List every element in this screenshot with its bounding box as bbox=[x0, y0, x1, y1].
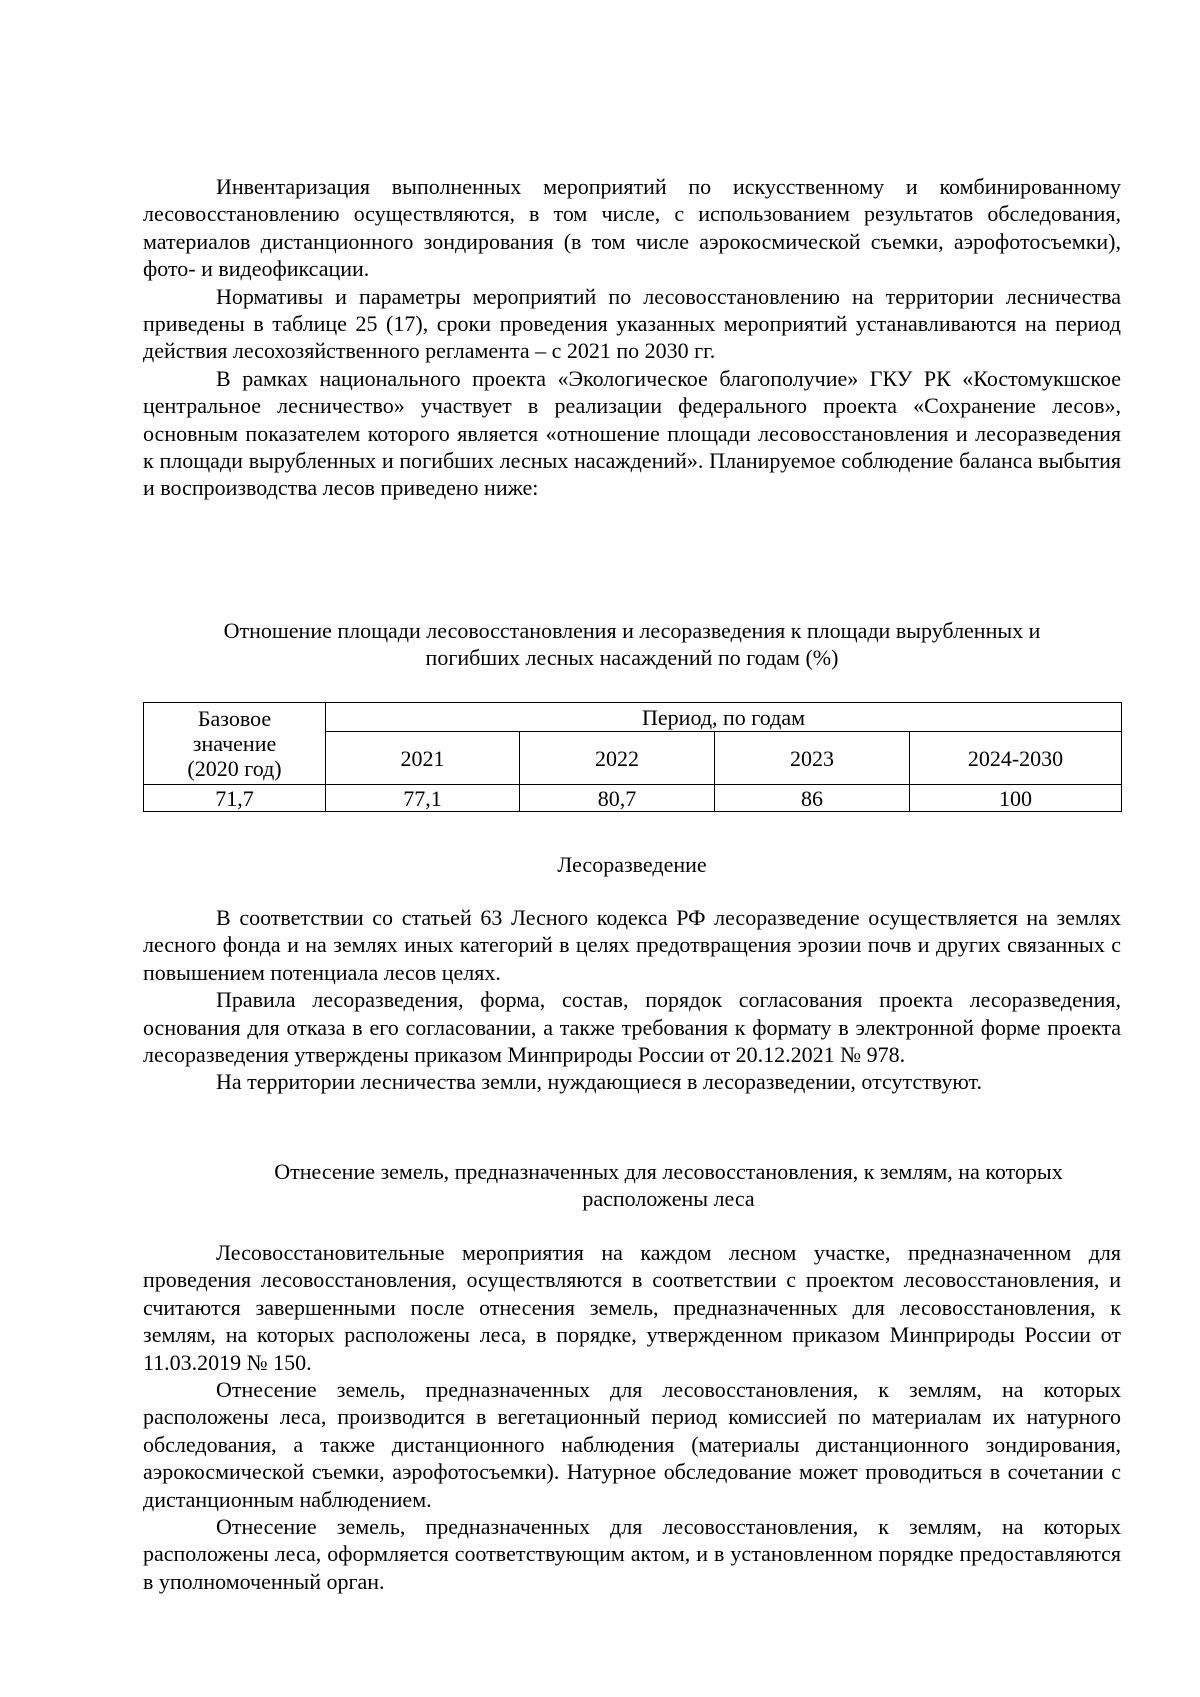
base-header-line-2: значение bbox=[192, 731, 277, 756]
intro-paragraph-3: В рамках национального проекта «Экологическое благополучие» ГКУ РК «Костомукшское центральное лесничество» участвует в реализации федерального проекта «Сохранение лесов», основным показателем которого является «отношение площади лесовосстановления и лесоразведения к площади вырубленных и погибших лесных насаждений». Планируемое соблюдение баланса выбытия и воспроизводства лесов приведено ниже: bbox=[143, 365, 1121, 501]
value-cell: 80,7 bbox=[520, 785, 715, 812]
intro-paragraph-1: Инвентаризация выполненных мероприятий по искусственному и комбинированному лесовосстановлению осуществляются, в том числе, с использованием результатов обследования, материалов дистанционного зондирования (в том числе аэрокосмической съемки, аэрофотосъемки), фото- и видеофиксации. bbox=[143, 174, 1121, 282]
base-value-header bbox=[144, 703, 326, 785]
reforestation-ratio-table bbox=[143, 702, 1122, 812]
assignment-heading-block bbox=[143, 1158, 1121, 1213]
assignment-paragraph-3: Отнесение земель, предназначенных для лесовосстановления, к землям, на которых расположены леса, оформляется соответствующим актом, и в установленном порядке предоставляются в уполномоченный орган. bbox=[143, 1514, 1121, 1594]
value-cell: 100 bbox=[910, 785, 1122, 812]
year-header: 2021 bbox=[326, 732, 520, 785]
afforestation-paragraph-2: Правила лесоразведения, форма, состав, порядок согласования проекта лесоразведения, основания для отказа в его согласовании, а также требования к формату в электронной форме проекта лесоразведения утверждены приказом Минприроды России от 20.12.2021 № 978. bbox=[143, 987, 1121, 1068]
year-header: 2023 bbox=[715, 732, 910, 785]
base-header-line-3: (2020 год) bbox=[187, 756, 282, 781]
table-caption-line-1: Отношение площади лесовосстановления и лесоразведения к площади вырубленных и bbox=[223, 618, 1041, 643]
value-cell: 77,1 bbox=[326, 785, 520, 812]
table-header-row bbox=[144, 703, 1122, 732]
base-value-cell: 71,7 bbox=[144, 785, 326, 812]
table-caption-line-2: погибших лесных насаждений по годам (%) bbox=[425, 645, 839, 671]
afforestation-paragraph-3: На территории лесничества земли, нуждающиеся в лесоразведении, отсутствуют. bbox=[216, 1069, 982, 1095]
value-cell: 86 bbox=[715, 785, 910, 812]
afforestation-heading-block bbox=[143, 851, 1121, 878]
afforestation-heading: Лесоразведение bbox=[557, 852, 707, 877]
assignment-paragraph-1: Лесовосстановительные мероприятия на каждом лесном участке, предназначенном для проведения лесовосстановления, осуществляются в соответствии с проектом лесовосстановления, и считаются завершенными после отнесения земель, предназначенных для лесовосстановления, к землям, на которых расположены леса, в порядке, утвержденном приказом Минприроды России от 11.03.2019 № 150. bbox=[143, 1240, 1121, 1375]
assignment-heading-line-1: Отнесение земель, предназначенных для лесовосстановления, к землям, на которых bbox=[274, 1159, 1063, 1184]
intro-paragraph-2: Нормативы и параметры мероприятий по лесовосстановлению на территории лесничества приведены в таблице 25 (17), сроки проведения указанных мероприятий устанавливаются на период действия лесохозяйственного регламента – с 2021 по 2030 гг. bbox=[143, 283, 1121, 364]
year-header: 2024-2030 bbox=[910, 732, 1122, 785]
assignment-heading-line-2: расположены леса bbox=[582, 1186, 755, 1212]
base-header-line-1: Базовое bbox=[197, 706, 272, 731]
intro-section bbox=[143, 173, 1121, 502]
afforestation-section bbox=[143, 904, 1121, 1096]
year-header: 2022 bbox=[520, 732, 715, 785]
assignment-section bbox=[143, 1239, 1121, 1595]
table-values-row bbox=[144, 785, 1122, 812]
afforestation-paragraph-1: В соответствии со статьей 63 Лесного кодекса РФ лесоразведение осуществляется на землях лесного фонда и на землях иных категорий в целях предотвращения эрозии почв и других связанных с повышением потенциала лесов целях. bbox=[143, 905, 1121, 985]
period-header: Период, по годам bbox=[326, 703, 1122, 732]
table-caption bbox=[143, 617, 1121, 672]
assignment-paragraph-2: Отнесение земель, предназначенных для лесовосстановления, к землям, на которых расположены леса, производится в вегетационный период комиссией по материалам их натурного обследования, а также дистанционного наблюдения (материалы дистанционного зондирования, аэрокосмической съемки, аэрофотосъемки). Натурное обследование может проводиться в сочетании с дистанционным наблюдением. bbox=[143, 1377, 1121, 1512]
